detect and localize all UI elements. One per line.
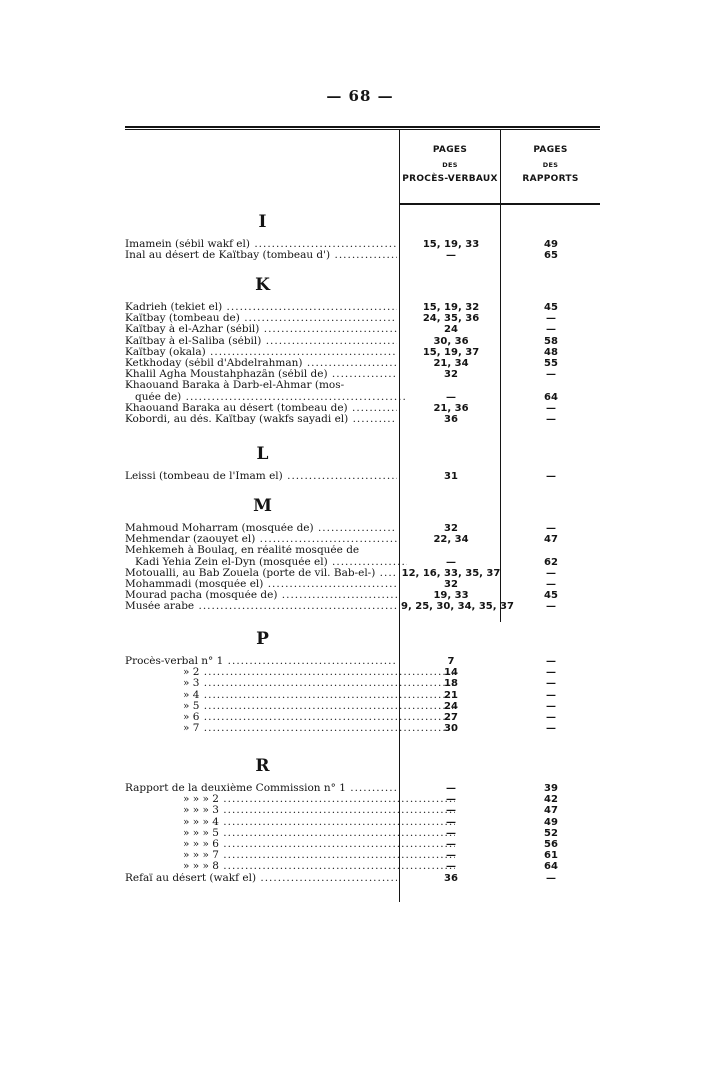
index-entry	[125, 861, 600, 872]
entry-label: » 4 .....	[125, 690, 455, 701]
index-entry	[125, 794, 600, 805]
index-entry	[125, 403, 600, 414]
entry-label: Kaïtbay (okala) .....	[125, 347, 397, 358]
entry-label: Mahmoud Moharram (mosquée de) .....	[125, 523, 397, 534]
entry-pv-pages: —	[446, 391, 456, 403]
index-entry	[125, 302, 600, 313]
index-entry	[125, 534, 600, 545]
index-entry	[125, 414, 600, 425]
entry-rapport-pages: 61	[544, 850, 558, 862]
entry-rapport-pages: 64	[544, 861, 558, 873]
index-entry	[125, 380, 600, 391]
entry-pv-pages: 24	[444, 324, 458, 336]
index-entry	[125, 873, 600, 884]
index-entry	[125, 471, 600, 482]
entry-rapport-pages: 49	[544, 816, 558, 828]
index-entry	[125, 545, 600, 556]
index-entry	[125, 667, 600, 678]
entry-label: Kaïtbay à el-Azhar (sébil) .....	[125, 324, 397, 335]
entry-label: » » » 6 .....	[125, 839, 455, 850]
entry-rapport-pages: 47	[544, 534, 558, 546]
entry-pv-pages: 24	[444, 700, 458, 712]
entry-label: Khalil Agha Moustahphazân (sébil de) .....	[125, 369, 397, 380]
entry-pv-pages: 7	[447, 656, 455, 667]
entry-label: Musée arabe .....	[125, 601, 397, 612]
section-letter: K	[255, 275, 270, 295]
entry-rapport-pages: —	[546, 523, 556, 534]
section-letter: L	[256, 444, 269, 464]
entry-label: Mehmendar (zaouyet el) .....	[125, 534, 397, 545]
entry-label: quée de) .....	[125, 392, 407, 403]
entry-pv-pages: 19, 33	[433, 590, 469, 602]
index-entry	[125, 523, 600, 534]
section-letter: R	[255, 756, 270, 776]
header-rap-line3: RAPPORTS	[522, 174, 579, 185]
entry-pv-pages: 9, 25, 30, 34, 35, 37	[401, 601, 514, 613]
index-entry	[125, 239, 600, 250]
entry-label: » 6 .....	[125, 712, 455, 723]
entry-pv-pages: 30	[444, 723, 458, 735]
entry-pv-pages: 24, 35, 36	[422, 313, 480, 325]
entry-rapport-pages: —	[546, 678, 556, 690]
index-entry	[125, 805, 600, 816]
entry-pv-pages: 22, 34	[433, 534, 469, 546]
entry-pv-pages: —	[446, 816, 456, 828]
entry-rapport-pages: 56	[544, 839, 558, 850]
entry-label: Mohammadi (mosquée el) .....	[125, 579, 397, 590]
header-pv-line2: DES	[442, 161, 458, 170]
entry-rapport-pages: —	[546, 567, 556, 579]
entry-rapport-pages: 45	[544, 590, 558, 602]
entry-rapport-pages: 64	[544, 391, 558, 403]
index-entry	[125, 392, 600, 403]
header-rap-line2: DES	[542, 161, 559, 170]
entry-label: Mehkemeh à Boulaq, en réalité mosquée de	[125, 545, 360, 557]
index-entry	[125, 783, 600, 794]
entry-pv-pages: 31	[444, 471, 458, 482]
index-entry	[125, 579, 600, 590]
entry-rapport-pages: —	[546, 369, 556, 381]
entry-rapport-pages: 49	[544, 239, 558, 250]
entry-rapport-pages: 62	[544, 556, 558, 568]
entry-rapport-pages: 52	[544, 827, 558, 839]
entry-rapport-pages: 45	[544, 302, 558, 313]
entry-pv-pages: 36	[444, 414, 458, 425]
entry-pv-pages: —	[446, 783, 456, 794]
entry-pv-pages: 27	[444, 712, 458, 723]
entry-rapport-pages: —	[546, 601, 556, 613]
entry-label: Kaïtbay à el-Saliba (sébil) .....	[125, 336, 397, 347]
entry-rapport-pages: 42	[544, 794, 558, 806]
entry-rapport-pages: —	[546, 414, 556, 425]
index-entry	[125, 313, 600, 324]
index-entry	[125, 250, 600, 261]
entry-label: Leissi (tombeau de l'Imam el) .....	[125, 471, 397, 482]
entry-label: Kadi Yehia Zein el-Dyn (mosquée el) .....	[125, 557, 407, 568]
entry-rapport-pages: —	[546, 712, 556, 723]
index-entry	[125, 358, 600, 369]
entry-label: » » » 7 .....	[125, 850, 455, 861]
entry-pv-pages: 32	[444, 579, 458, 590]
entry-rapport-pages: —	[546, 313, 556, 325]
entry-label: » 7 .....	[125, 723, 455, 734]
entry-rapport-pages: —	[546, 667, 556, 679]
entry-pv-pages: 15, 19, 33	[422, 239, 480, 250]
entry-rapport-pages: —	[546, 700, 556, 712]
entry-label: Imamein (sébil wakf el) .....	[125, 239, 397, 250]
entry-label: » 5 .....	[125, 701, 455, 712]
entry-pv-pages: —	[446, 850, 456, 862]
index-entry	[125, 701, 600, 712]
section-letter: M	[253, 496, 272, 516]
entry-rapport-pages: —	[546, 723, 556, 735]
entry-pv-pages: —	[446, 827, 456, 839]
entry-label: » 3 .....	[125, 678, 455, 689]
index-entry	[125, 839, 600, 850]
entry-pv-pages: 15, 19, 37	[422, 346, 480, 358]
entry-label: Kaïtbay (tombeau de) .....	[125, 313, 397, 324]
entry-label: » 2 .....	[125, 667, 455, 678]
index-entry	[125, 324, 600, 335]
entry-label: Inal au désert de Kaïtbay (tombeau d') .....	[125, 250, 397, 261]
entry-pv-pages: 30, 36	[433, 335, 469, 347]
index-entry	[125, 336, 600, 347]
entry-label: » » » 5 .....	[125, 828, 455, 839]
header-pv-line3: PROCÈS-VERBAUX	[402, 174, 498, 185]
index-entry	[125, 369, 600, 380]
entry-label: Refaï au désert (wakf el) .....	[125, 873, 397, 884]
index-entry	[125, 568, 600, 579]
entry-pv-pages: 36	[444, 872, 458, 884]
index-entry	[125, 678, 600, 689]
entry-pv-pages: —	[446, 805, 456, 817]
entry-pv-pages: 12, 16, 33, 35, 37	[401, 567, 501, 579]
index-entry	[125, 712, 600, 723]
header-pv-line1: PAGES	[432, 145, 468, 155]
entry-pv-pages: 18	[444, 678, 458, 690]
entry-label: » » » 2 .....	[125, 794, 455, 805]
entry-pv-pages: 32	[444, 369, 458, 381]
entry-pv-pages: 21	[444, 689, 458, 701]
entry-rapport-pages: —	[546, 579, 556, 590]
entry-pv-pages: —	[446, 839, 456, 850]
entry-label: Khaouand Baraka à Darb-el-Ahmar (mos-	[125, 380, 345, 392]
section-letter: P	[256, 629, 269, 649]
entry-rapport-pages: —	[546, 324, 556, 336]
entry-pv-pages: 15, 19, 32	[422, 302, 480, 313]
entry-pv-pages: —	[446, 794, 456, 806]
entry-pv-pages: —	[446, 556, 456, 568]
index-entry	[125, 817, 600, 828]
entry-label: » » » 8 .....	[125, 861, 455, 872]
entry-label: Rapport de la deuxième Commission n° 1 .....	[125, 783, 397, 794]
entry-label: Kobordi, au dés. Kaïtbay (wakfs sayadi el) .....	[125, 414, 397, 425]
entry-rapport-pages: —	[546, 402, 556, 414]
entry-label: Procès-verbal n° 1 .....	[125, 656, 397, 667]
page-number: — 68 —	[326, 87, 394, 105]
header-proces-verbaux	[400, 142, 500, 189]
index-entry	[125, 656, 600, 667]
entry-pv-pages: 32	[444, 523, 458, 534]
entry-pv-pages: —	[446, 250, 456, 262]
entry-label: » » » 3 .....	[125, 805, 455, 816]
index-entry	[125, 601, 600, 612]
index-entry	[125, 347, 600, 358]
entry-pv-pages: —	[446, 861, 456, 873]
entry-label: Motoualli, au Bab Zouela (porte de vil. Bab-el-) .....	[125, 568, 397, 579]
entry-pv-pages: 21, 34	[433, 358, 469, 369]
index-entry	[125, 850, 600, 861]
entry-rapport-pages: —	[546, 471, 556, 482]
entry-pv-pages: 14	[444, 667, 458, 679]
entry-label: » » » 4 .....	[125, 817, 455, 828]
index-entry	[125, 557, 600, 568]
entry-label: Mourad pacha (mosquée de) .....	[125, 590, 397, 601]
section-letter: I	[258, 212, 267, 232]
entry-rapport-pages: —	[546, 656, 556, 667]
header-rapports	[501, 142, 600, 189]
entry-rapport-pages: 55	[544, 358, 558, 369]
entry-label: Ketkhoday (sébil d'Abdelrahman) .....	[125, 358, 397, 369]
entry-rapport-pages: —	[546, 872, 556, 884]
header-rule	[400, 203, 600, 205]
entry-pv-pages: 21, 36	[433, 402, 469, 414]
top-rule	[125, 126, 600, 130]
entry-rapport-pages: —	[546, 689, 556, 701]
index-entry	[125, 828, 600, 839]
entry-rapport-pages: 47	[544, 805, 558, 817]
index-entry	[125, 723, 600, 734]
entry-rapport-pages: 48	[544, 346, 558, 358]
entry-label: Kadrieh (tekiet el) .....	[125, 302, 397, 313]
entry-rapport-pages: 65	[544, 250, 558, 262]
header-rap-line1: PAGES	[533, 145, 568, 155]
entry-label: Khaouand Baraka au désert (tombeau de) .....	[125, 403, 397, 414]
index-entry	[125, 590, 600, 601]
entry-rapport-pages: 39	[544, 783, 558, 794]
index-entry	[125, 690, 600, 701]
entry-rapport-pages: 58	[544, 335, 558, 347]
